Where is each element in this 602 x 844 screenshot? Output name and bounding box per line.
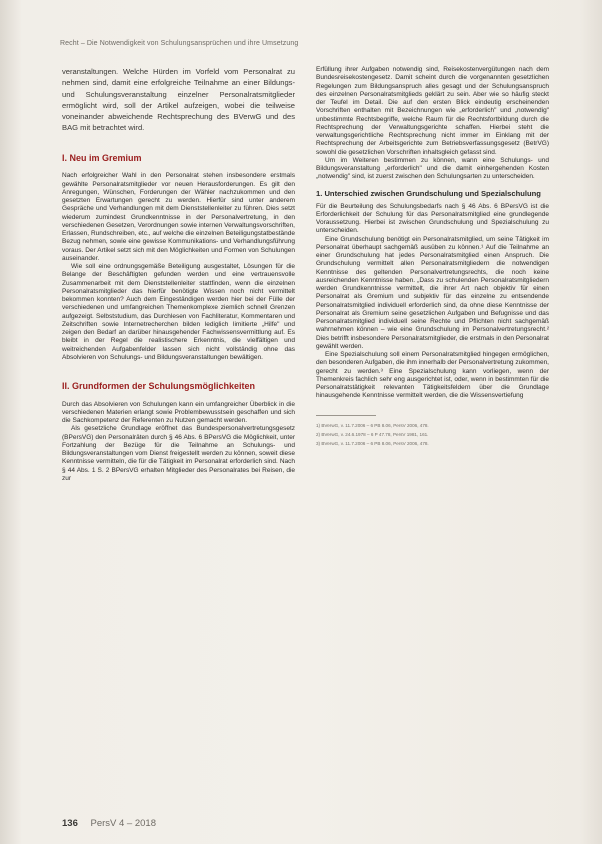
footnote-divider	[316, 415, 376, 416]
body-paragraph: Als gesetzliche Grundlage eröffnet das Bundespersonalvertretungsgesetz (BPersVG) den Personalräten durch § 46 Abs. 6 BPersVG die Möglichkeit, unter Fortzahlung der Bezüge für die Teilnahme an Schulungs- und Bildungsveranstaltungen vom Dienst freigestellt werden zu können, soweit diese Kenntnisse vermitteln, die für die Tätigkeit im Personalrat erforderlich sind. Nach § 44 Abs. 1 S. 2 BPersVG erhalten Mitglieder des Personalrates bei Reisen, die zur	[62, 425, 295, 482]
body-paragraph: Eine Spezialschulung soll einem Personalratsmitglied hingegen ermöglichen, den besonderen Aufgaben, die ihm innerhalb der Personalvertretung zukommen, gerecht zu werden.³ Eine Spezialschulung kann vorliegen, wenn der Themenkreis fachlich sehr eng ausgerichtet ist, oder, wenn in bestimmten für die Personalratstätigkeit relevanten Tätigkeitsfeldern über die Grundlage hinausgehende Kenntnisse vermittelt werden, die die Wissensvertiefung	[316, 351, 549, 400]
body-paragraph: Um im Weiteren bestimmen zu können, wann eine Schulungs- und Bildungsveranstaltung „erforderlich" und die damit einhergehenden Kosten „notwendig" sind, ist zuerst zwischen den Schulungsarten zu unterscheiden.	[316, 156, 549, 181]
footnote: 2) BVerwG, v. 24.6.1978 – 6 P 47.78, PersV 1981, 161.	[316, 431, 429, 437]
footnote: 1) BVerwG, v. 11.7.2006 – 6 PB 8.06, PersV 2006, 478.	[316, 422, 429, 428]
body-paragraph: Durch das Absolvieren von Schulungen kann ein umfangreicher Überblick in die verschiedenen Materien erlangt sowie Problembewusstsein geschaffen und sich die Sachkompetenz der Referenten zu Nutzen gemacht werden.	[62, 400, 295, 425]
running-head: Recht – Die Notwendigkeit von Schulungsansprüchen und ihre Umsetzung	[60, 40, 299, 47]
issue-label: PersV 4 – 2018	[90, 818, 156, 829]
page-footer	[62, 818, 156, 829]
intro-paragraph: veranstaltungen. Welche Hürden im Vorfeld vom Personalrat zu nehmen sind, damit eine erfolgreiche Teilnahme an einer Bildungs- und Schulungsveranstaltung einzelner Personalratsmitglieder ermöglicht wird, soll der Artikel aufzeigen, wobei die teilweise voneinander abweichende Rechtsprechung des BVerwG und des BAG mit betrachtet wird.	[62, 67, 295, 133]
body-paragraph: Eine Grundschulung benötigt ein Personalratsmitglied, um seine Tätigkeit im Personalrat überhaupt sachgemäß ausüben zu können.¹ Auf die Teilnahme an einer Grundschulung hat jedes Personalratsmitglied einen Anspruch. Die Grundschulung vermittelt allen Personalratsmitgliedern die notwendigen Kenntnisse des geltenden Personalvertretungsrechts, die noch keine ausreichenden Kenntnisse haben. „Dass zu schulenden Personalratsmitgliedern werden Grundkenntnisse vermittelt, die ihrer Art nach objektiv für einen Personalrat als Gremium und subjektiv für das einzelne zu entsendende Personalratsmitglied individuell erforderlich sind, da ohne diese Kenntnisse der Personalrat als Gremium seine gesetzlichen Aufgaben und Befugnisse und das Personalratsmitglied individuell seine Rechte und Pflichten nicht sachgemäß wahrnehmen können – wie eine Grundschulung im Personalvertretungsrecht.² Dies betrifft insbesondere Personalratsmitglieder, die erstmals in den Personalrat gewählt werden.	[316, 235, 549, 350]
body-paragraph: Erfüllung ihrer Aufgaben notwendig sind, Reisekostenvergütungen nach dem Bundesreisekostengesetz. Damit scheint durch die vorgenannten gesetzlichen Regelungen zum Bildungsanspruch alles gesagt und der Schulungsanspruch des einzelnen Personalratsmitglieds geklärt zu sein. Aber wie so häufig steckt der Teufel im Detail. Die auf den ersten Blick eindeutig erscheinenden Vorschriften enthalten mit Bezeichnungen wie „erforderlich" und „notwendig" unbestimmte Rechtsbegriffe, welche Raum für die Rechtsfortbildung durch die Rechtsprechung der Verwaltungsgerichte schaffen. Hierbei steht die verwaltungsgerichtliche Rechtsprechung nicht immer im Einklang mit der Rechtsprechung der Arbeitsgerichte zum Betriebsverfassungsgesetz (BetrVG) sowohl die gesetzlichen Vorschriften inhaltsgleich gefasst sind.	[316, 66, 549, 156]
body-paragraph: Nach erfolgreicher Wahl in den Personalrat stehen insbesondere erstmals gewählte Personalratsmitglieder vor neuen Herausforderungen. Es gilt den Anregungen, Wünschen, Forderungen der Wähler nachzukommen und den gesetzten Erwartungen gerecht zu werden. Hierfür sind unter anderem Gespräche und Verhandlungen mit dem Dienststellenleiter zu führen. Dies setzt wiederum zumindest Grundkenntnisse in der Personalvertretung, in den verschiedenen Gesetzen, Verordnungen sowie internen Verwaltungsvorschriften, Erlassen, Rundschreiben, etc., auf welche die einzelnen Beteiligungstatbestände Bezug nehmen, sowie eine gewisse Kommunikations- und Verhandlungsführung voraus. Der Artikel setzt sich mit den Möglichkeiten und Formen von Schulungen auseinander.	[62, 172, 295, 262]
subsection-heading-grund-vs-spezialschulung: 1. Unterschied zwischen Grundschulung und Spezialschulung	[316, 188, 541, 198]
page-number: 136	[62, 818, 78, 829]
right-column	[316, 66, 549, 448]
body-paragraph: Für die Beurteilung des Schulungsbedarfs nach § 46 Abs. 6 BPersVG ist die Erforderlichkeit der Schulung für das Personalratsmitglied eine grundlegende Voraussetzung. Hierbei ist zwischen Grundschulung und Spezialschulung zu unterscheiden.	[316, 202, 549, 235]
section-heading-grundformen: II. Grundformen der Schulungsmöglichkeiten	[62, 381, 256, 392]
body-paragraph: Wie soll eine ordnungsgemäße Beteiligung ausgestaltet, Lösungen für die Belange der Beschäftigten gefunden werden und eine vertrauensvolle Zusammenarbeit mit dem Dienststellenleiter stattfinden, wenn die einzelnen Personalratsmitglieder das hierfür benötigte Wissen noch nicht vermittelt bekommen konnten? Auch dem Eingeständigen werden hier bei der Fülle der verschiedenen und umfangreichen Themenkomplexe ziemlich schnell Grenzen aufgezeigt. Selbststudium, das Durchlesen von Fachliteratur, Kommentaren und Zeitschriften sowie Internetrecherchen bilden lediglich limitierte „Hilfe" und zeigen den Bedarf an darüber hinausgehender Fachwissensvermittlung auf. Es bleibt in der Regel die realistischere Erkenntnis, die vielfältigen und weitreichenden Aufgabenfelder lassen sich nicht vollständig ohne das Absolvieren von Schulungs- und Bildungsveranstaltungen bewältigen.	[62, 263, 295, 361]
footnote: 3) BVerwG, v. 11.7.2006 – 6 PB 8.06, PersV 2006, 478.	[316, 440, 429, 446]
section-heading-neu-im-gremium: I. Neu im Gremium	[62, 152, 142, 163]
left-column	[62, 66, 295, 483]
